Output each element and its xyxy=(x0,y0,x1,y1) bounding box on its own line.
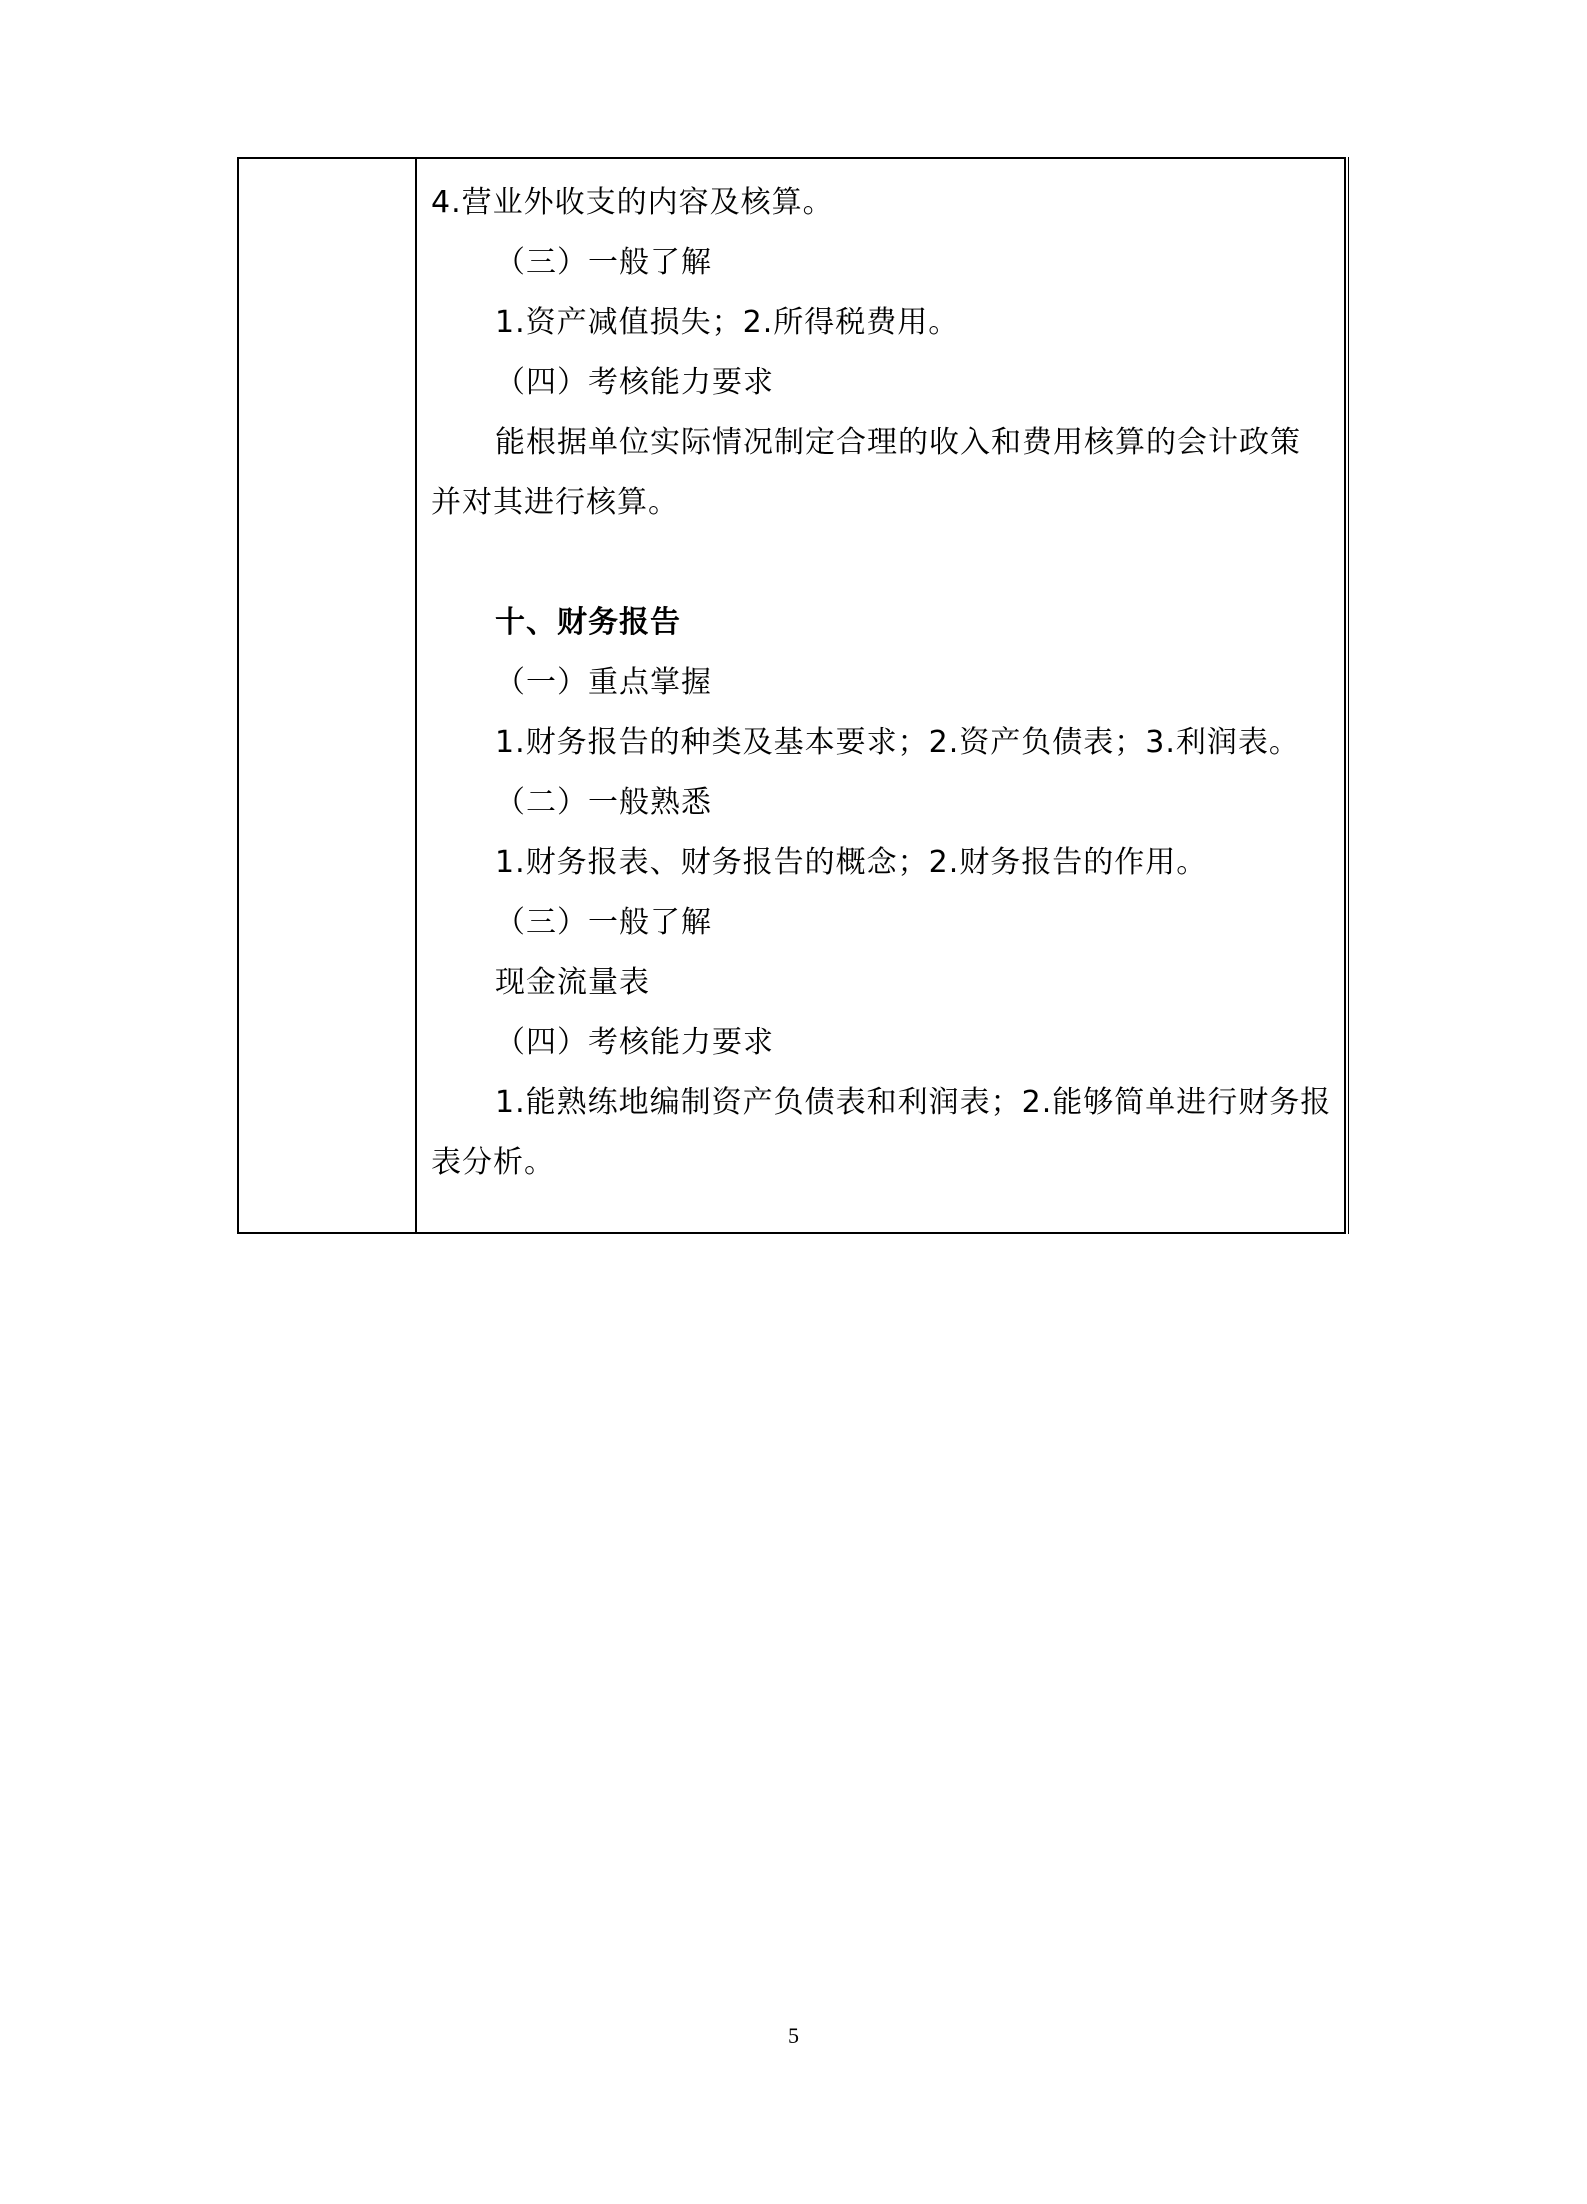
text-line: 4.营业外收支的内容及核算。 xyxy=(431,185,834,220)
subsection-heading: （二）一般熟悉 xyxy=(495,785,712,820)
text-line: 表分析。 xyxy=(431,1145,555,1180)
blank-line xyxy=(431,533,1334,593)
text-line: 1.财务报告的种类及基本要求；2.资产负债表；3.利润表。 xyxy=(495,725,1300,760)
subsection-heading: （三）一般了解 xyxy=(495,245,712,280)
text-line: 1.能熟练地编制资产负债表和利润表；2.能够简单进行财务报 xyxy=(495,1085,1332,1120)
subsection-heading: （三）一般了解 xyxy=(495,905,712,940)
content-table xyxy=(237,157,1346,1234)
subsection-heading: （四）考核能力要求 xyxy=(495,365,774,400)
page-number: 5 xyxy=(788,2023,799,2048)
text-line: 能根据单位实际情况制定合理的收入和费用核算的会计政策 xyxy=(495,425,1301,460)
text-line: 并对其进行核算。 xyxy=(431,485,679,520)
section-heading: 十、财务报告 xyxy=(495,605,681,640)
text-line: 1.资产减值损失；2.所得税费用。 xyxy=(495,305,960,340)
text-line: 现金流量表 xyxy=(495,965,650,1000)
subsection-heading: （四）考核能力要求 xyxy=(495,1025,774,1060)
table-left-cell xyxy=(239,159,417,1232)
table-right-cell xyxy=(417,159,1344,1232)
subsection-heading: （一）重点掌握 xyxy=(495,665,712,700)
text-line: 1.财务报表、财务报告的概念；2.财务报告的作用。 xyxy=(495,845,1208,880)
